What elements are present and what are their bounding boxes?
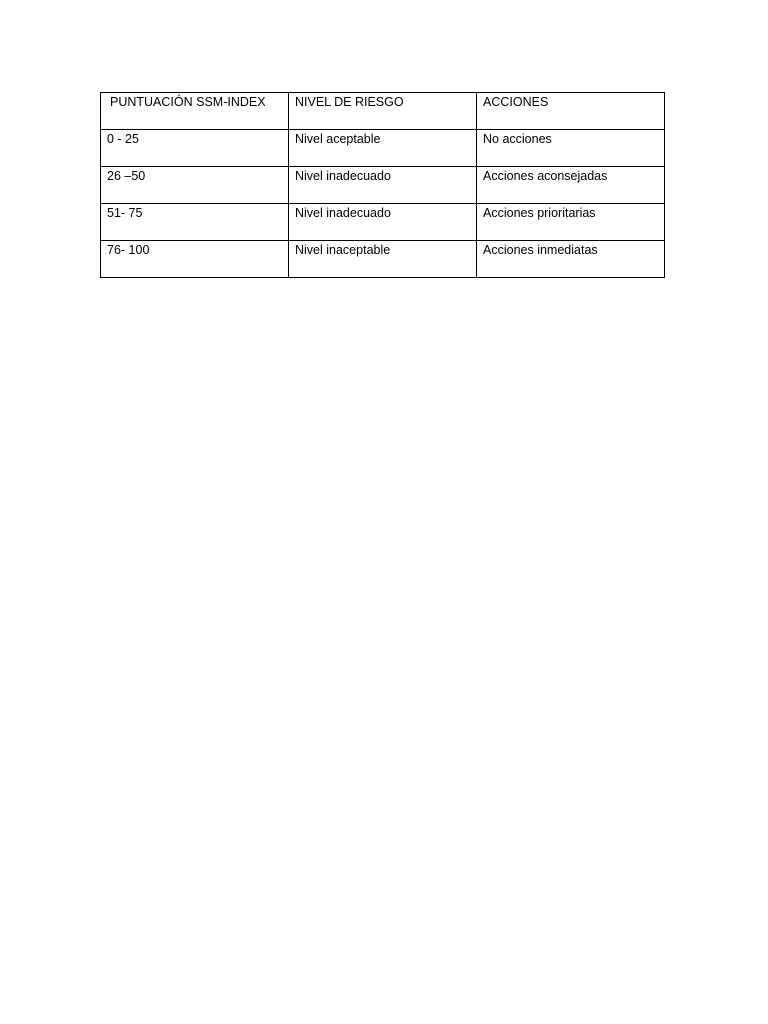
table-row <box>101 204 665 241</box>
cell-risk-level: Nivel aceptable <box>289 130 477 167</box>
header-score: PUNTUACIÓN SSM-INDEX <box>101 93 289 130</box>
table-row <box>101 167 665 204</box>
cell-actions: Acciones inmediatas <box>477 241 665 278</box>
cell-score: 0 - 25 <box>101 130 289 167</box>
risk-level-table <box>100 92 665 278</box>
header-actions: ACCIONES <box>477 93 665 130</box>
header-risk-level: NIVEL DE RIESGO <box>289 93 477 130</box>
cell-risk-level: Nivel inadecuado <box>289 204 477 241</box>
cell-actions: Acciones prioritarias <box>477 204 665 241</box>
cell-score: 26 –50 <box>101 167 289 204</box>
cell-score: 76- 100 <box>101 241 289 278</box>
table-row <box>101 241 665 278</box>
cell-score: 51- 75 <box>101 204 289 241</box>
cell-risk-level: Nivel inaceptable <box>289 241 477 278</box>
table-row <box>101 130 665 167</box>
cell-actions: Acciones aconsejadas <box>477 167 665 204</box>
table-header-row <box>101 93 665 130</box>
cell-risk-level: Nivel inadecuado <box>289 167 477 204</box>
cell-actions: No acciones <box>477 130 665 167</box>
